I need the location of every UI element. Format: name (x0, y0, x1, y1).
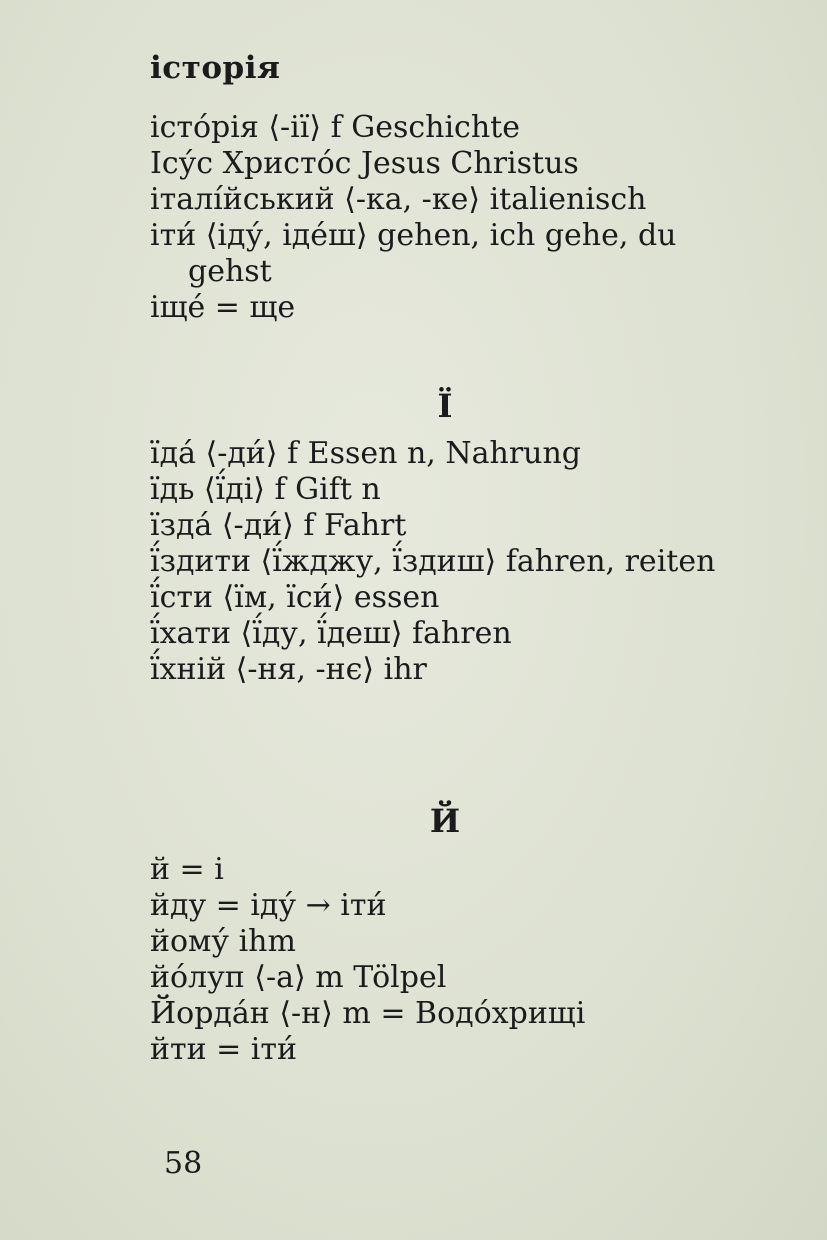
dictionary-entry: Йорда́н ⟨-н⟩ m = Водо́хрищі (150, 996, 586, 1031)
dictionary-entry: йо́луп ⟨-а⟩ m Tölpel (150, 960, 447, 995)
running-head: історія (150, 50, 281, 86)
dictionary-entry: йти = іти́ (150, 1032, 297, 1067)
entries-section-yi (150, 436, 750, 688)
dictionary-entry: іще́ = ще (150, 290, 296, 325)
letter-heading-yi: Ї (437, 387, 453, 425)
dictionary-entry: ї́хати ⟨ї́ду, ї́деш⟩ fahren (150, 616, 512, 651)
dictionary-entry: істо́рія ⟨-ії⟩ f Geschichte (150, 110, 520, 145)
dictionary-entry: ї́сти ⟨їм, їси́⟩ essen (150, 580, 440, 615)
entries-section-y (150, 852, 750, 1068)
dictionary-entry: їда́ ⟨-ди́⟩ f Essen n, Nahrung (150, 436, 582, 471)
dictionary-entry: іти́ ⟨іду́, іде́ш⟩ gehen, ich gehe, du gehst (150, 218, 677, 289)
page-number: 58 (164, 1146, 203, 1181)
dictionary-entry: їзда́ ⟨-ди́⟩ f Fahrt (150, 508, 407, 543)
dictionary-entry: ї́здити ⟨ї́жджу, ї́здиш⟩ fahren, reiten (150, 544, 716, 579)
dictionary-entry: й = і (150, 852, 224, 887)
dictionary-entry: йому́ ihm (150, 924, 296, 959)
dictionary-entry: їдь ⟨ї́ді⟩ f Gift n (150, 472, 381, 507)
dictionary-entry: Ісу́с Христо́с Jesus Christus (150, 146, 579, 181)
dictionary-entry: йду = іду́ → іти́ (150, 888, 387, 923)
entries-section-i (150, 110, 750, 326)
dictionary-entry: ї́хній ⟨-ня, -нє⟩ ihr (150, 652, 427, 687)
letter-heading-y: Й (429, 802, 461, 840)
dictionary-entry: італі́йський ⟨-ка, -ке⟩ italienisch (150, 182, 647, 217)
